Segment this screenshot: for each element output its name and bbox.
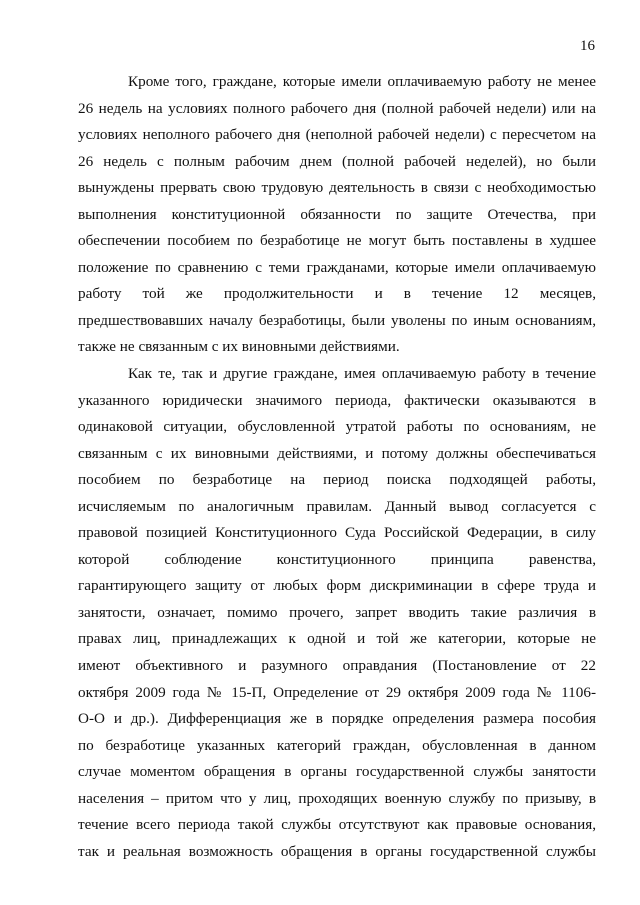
text-line: правах лиц, принадлежащих к одной и той же категории, которые не: [78, 630, 596, 648]
body-text: [78, 69, 596, 865]
text-line: гарантирующего защиту от любых форм дискриминации в сфере труда и: [78, 577, 596, 595]
text-line: выполнения конституционной обязанности по защите Отечества, при: [78, 205, 596, 223]
text-line: населения – притом что у лиц, проходящих военную службу по призыву, в: [78, 789, 596, 807]
text-line: по безработице указанных категорий граждан, обусловленная в данном: [78, 736, 596, 754]
text-line: октября 2009 года № 15-П, Определение от 29 октября 2009 года № 1106-: [78, 683, 596, 701]
text-line: Как те, так и другие граждане, имея оплачиваемую работу в течение: [128, 365, 596, 383]
text-line: занятости, означает, помимо прочего, запрет вводить такие различия в: [78, 603, 596, 621]
text-line: также не связанным с их виновными действиями.: [78, 338, 400, 356]
text-line: вынуждены прервать свою трудовую деятельность в связи с необходимостью: [78, 179, 596, 197]
text-line: О-О и др.). Дифференциация же в порядке определения размера пособия: [78, 710, 596, 728]
text-line: работу той же продолжительности и в течение 12 месяцев,: [78, 285, 596, 303]
text-line: условиях неполного рабочего дня (неполной рабочей недели) с пересчетом на: [78, 126, 596, 144]
text-line: связанным с их виновными действиями, и потому должны обеспечиваться: [78, 444, 596, 462]
paragraph: [78, 361, 596, 865]
text-line: Кроме того, граждане, которые имели оплачиваемую работу не менее: [128, 73, 596, 90]
text-line: обеспечении пособием по безработице не могут быть поставлены в худшее: [78, 232, 596, 250]
text-line: указанного юридически значимого периода, фактически оказываются в: [78, 391, 596, 409]
text-line: течение всего периода такой службы отсутствуют как правовые основания,: [78, 816, 596, 834]
text-line: исчисляемым по аналогичным правилам. Данный вывод согласуется с: [78, 497, 596, 515]
page-number: 16: [580, 38, 595, 54]
text-line: имеют объективного и разумного оправдания (Постановление от 22: [78, 657, 596, 675]
text-line: правовой позицией Конституционного Суда Российской Федерации, в силу: [78, 524, 596, 542]
text-line: одинаковой ситуации, обусловленной утратой работы по основаниям, не: [78, 418, 596, 436]
text-line: случае моментом обращения в органы государственной службы занятости: [78, 763, 596, 781]
text-line: так и реальная возможность обращения в органы государственной службы: [78, 842, 596, 860]
text-line: пособием по безработице на период поиска подходящей работы,: [78, 471, 596, 489]
text-line: 26 недель с полным рабочим днем (полной рабочей неделей), но были: [78, 152, 596, 170]
text-line: 26 недель на условиях полного рабочего дня (полной рабочей недели) или на: [78, 99, 596, 117]
text-line: положение по сравнению с теми гражданами, которые имели оплачиваемую: [78, 258, 596, 276]
text-line: которой соблюдение конституционного принципа равенства,: [78, 550, 596, 568]
paragraph: [78, 69, 596, 361]
text-line: предшествовавших началу безработицы, были уволены по иным основаниям,: [78, 311, 596, 329]
